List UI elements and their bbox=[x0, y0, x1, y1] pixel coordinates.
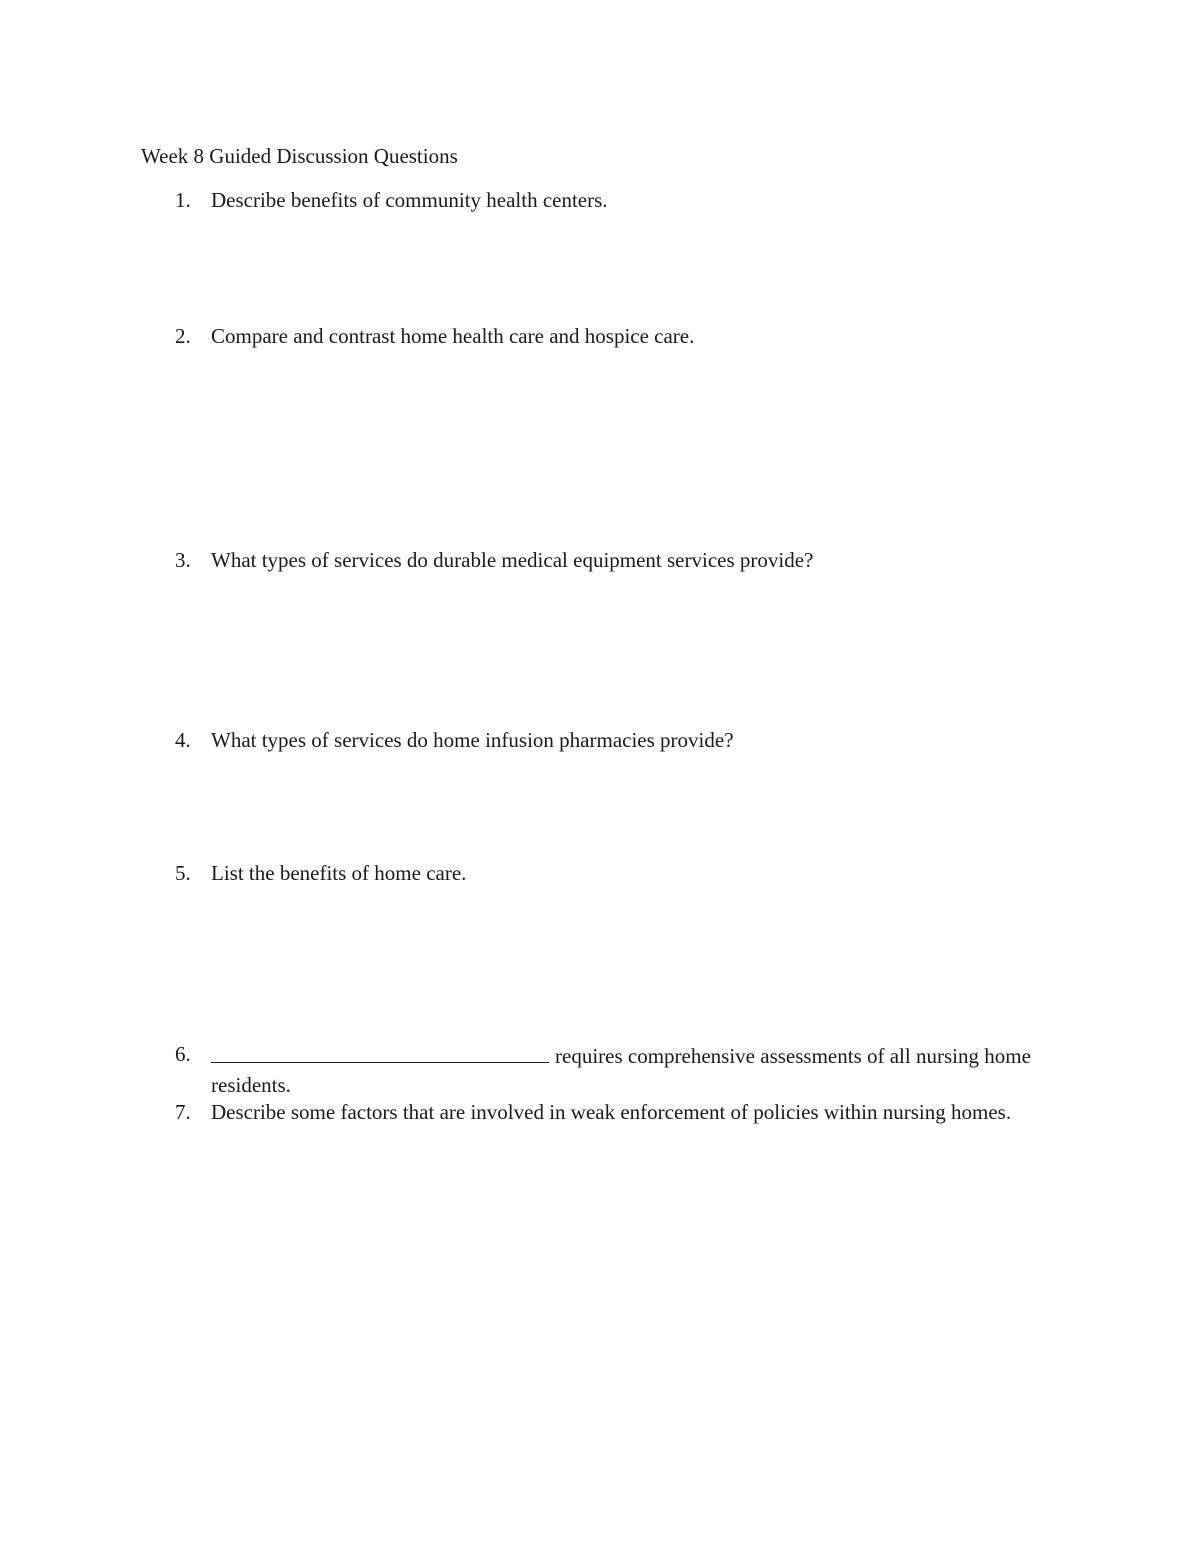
question-text: requires comprehensive assessments of all nursing home residents. bbox=[211, 1044, 1031, 1097]
question-text: What types of services do durable medical equipment services provide? bbox=[211, 548, 814, 572]
question-text: Describe benefits of community health centers. bbox=[211, 188, 608, 212]
question-text: What types of services do home infusion pharmacies provide? bbox=[211, 728, 734, 752]
question-text: Describe some factors that are involved in weak enforcement of policies within nursing homes. bbox=[211, 1100, 1012, 1124]
question-5 bbox=[170, 859, 1040, 888]
question-3 bbox=[170, 546, 1040, 575]
question-7 bbox=[170, 1098, 1040, 1127]
question-number: 2. bbox=[175, 324, 191, 348]
question-number: 3. bbox=[175, 548, 191, 572]
question-number: 7. bbox=[175, 1100, 191, 1124]
question-text-wrapper bbox=[211, 1040, 1040, 1100]
question-number: 5. bbox=[175, 861, 191, 885]
fill-in-blank-line bbox=[211, 1040, 549, 1063]
question-4 bbox=[170, 726, 1040, 755]
question-number: 4. bbox=[175, 728, 191, 752]
question-1 bbox=[170, 186, 1040, 215]
question-text: List the benefits of home care. bbox=[211, 861, 467, 885]
document-title: Week 8 Guided Discussion Questions bbox=[141, 144, 458, 168]
question-2 bbox=[170, 322, 1040, 351]
question-number: 1. bbox=[175, 188, 191, 212]
question-number: 6. bbox=[175, 1042, 191, 1066]
question-6 bbox=[170, 1040, 1040, 1100]
question-text: Compare and contrast home health care and hospice care. bbox=[211, 324, 695, 348]
